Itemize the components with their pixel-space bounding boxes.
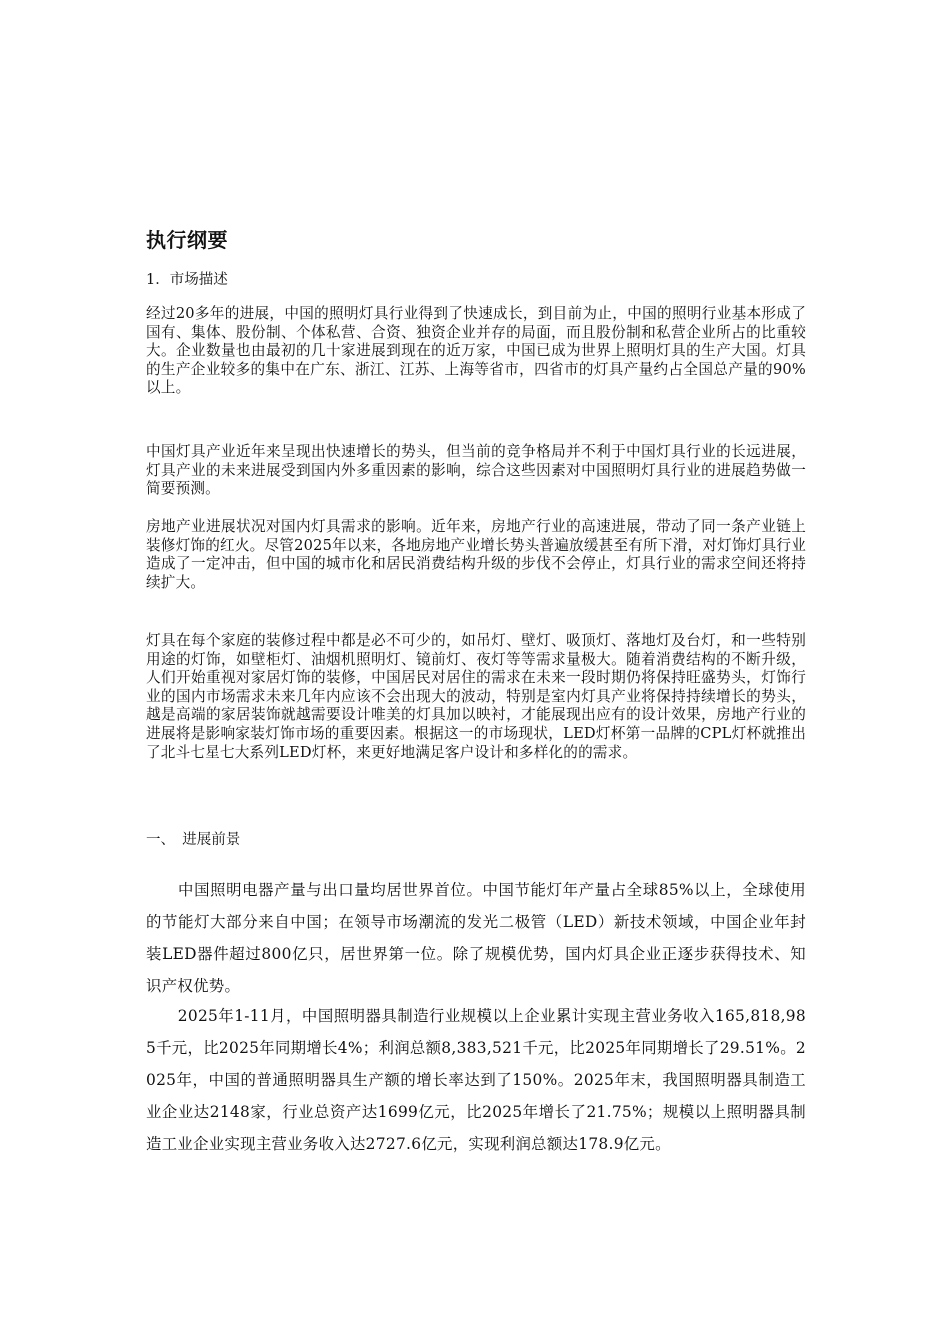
paragraph-growth-trend: 中国灯具产业近年来呈现出快速增长的势头，但当前的竞争格局并不利于中国灯具行业的长远进展，灯具产业的未来进展受到国内外多重因素的影响，综合这些因素对中国照明灯具行业的进展趋势做一简要预测。 xyxy=(146,443,806,498)
paragraph-home-lighting-demand: 灯具在每个家庭的装修过程中都是必不可少的，如吊灯、壁灯、吸顶灯、落地灯及台灯，和一些特别用途的灯饰，如壁柜灯、油烟机照明灯、镜前灯、夜灯等等需求量极大。随着消费结构的不断升级，人们开始重视对家居灯饰的装修，中国居民对居住的需求在未来一段时期仍将保持旺盛势头，灯饰行业的国内市场需求未来几年内应该不会出现大的波动，特别是室内灯具产业将保持持续增长的势头，越是高端的家居装饰就越需要设计唯美的灯具加以映衬，才能展现出应有的设计效果，房地产行业的进展将是影响家装灯饰市场的重要因素。根据这一的市场现状，LED灯杯第一品牌的CPL灯杯就推出了北斗七星七大系列LED灯杯，来更好地满足客户设计和多样化的的需求。 xyxy=(146,632,806,761)
paragraph-industry-overview: 经过20多年的进展，中国的照明灯具行业得到了快速成长，到目前为止，中国的照明行业基本形成了国有、集体、股份制、个体私营、合资、独资企业并存的局面，而且股份制和私营企业所占的比重较大。企业数量也由最初的几十家进展到现在的近万家，中国已成为世界上照明灯具的生产大国。灯具的生产企业较多的集中在广东、浙江、江苏、上海等省市，四省市的灯具产量约占全国总产量的90%以上。 xyxy=(146,305,806,397)
paragraph-industry-statistics: 2025年1-11月，中国照明器具制造行业规模以上企业累计实现主营业务收入165,818,985千元，比2025年同期增长4%；利润总额8,383,521千元，比2025年同期增长了29.51%。2025年，中国的普通照明器具生产额的增长率达到了150%。2025年末，我国照明器具制造工业企业达2148家，行业总资产达1699亿元，比2025年增长了21.75%；规模以上照明器具制造工业企业实现主营业务收入达2727.6亿元，实现利润总额达178.9亿元。 xyxy=(146,1007,806,1153)
page-title: 执行纲要 xyxy=(146,228,228,252)
paragraph-production-export: 中国照明电器产量与出口量均居世界首位。中国节能灯年产量占全球85%以上，全球使用的节能灯大部分来自中国；在领导市场潮流的发光二极管（LED）新技术领域，中国企业年封装LED器件超过800亿只，居世界第一位。除了规模优势，国内灯具企业正逐步获得技术、知识产权优势。 xyxy=(146,881,806,995)
paragraph-real-estate-impact: 房地产业进展状况对国内灯具需求的影响。近年来，房地产行业的高速进展，带动了同一条产业链上装修灯饰的红火。尽管2025年以来，各地房地产业增长势头普遍放缓甚至有所下滑，对灯饰灯具行业造成了一定冲击，但中国的城市化和居民消费结构升级的步伐不会停止，灯具行业的需求空间还将持续扩大。 xyxy=(146,518,806,591)
section-heading-market-description: 1．市场描述 xyxy=(146,272,228,288)
section-heading-development-prospects: 一、 进展前景 xyxy=(146,832,241,848)
